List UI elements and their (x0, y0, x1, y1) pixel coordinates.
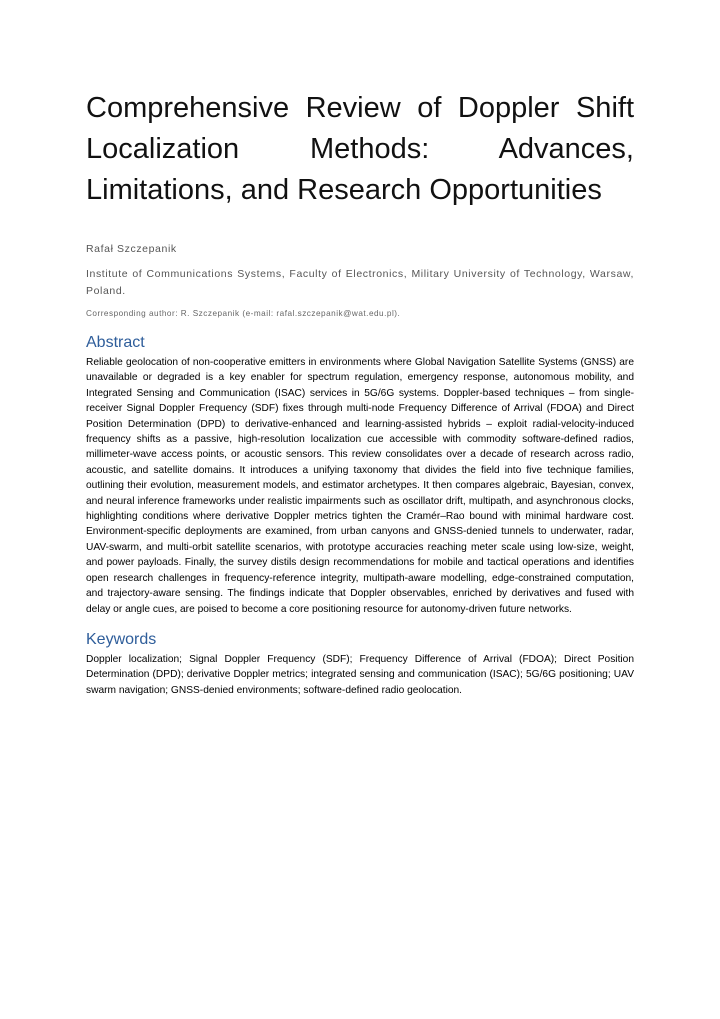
paper-title: Comprehensive Review of Doppler Shift Localization Methods: Advances, Limitations, and Research Opportunities (86, 92, 634, 206)
author-affiliation: Institute of Communications Systems, Faculty of Electronics, Military University of Technology, Warsaw, Poland. (86, 268, 634, 297)
paper-page (86, 88, 634, 698)
keywords-heading: Keywords (86, 630, 157, 648)
abstract-heading: Abstract (86, 334, 145, 351)
corresponding-author: Corresponding author: R. Szczepanik (e-mail: rafal.szczepanik@wat.edu.pl). (86, 309, 401, 318)
abstract-text: Reliable geolocation of non-cooperative emitters in environments where Global Navigation Satellite Systems (GNSS) are unavailable or degraded is a key enabler for spectrum regulation, emergency response, autonomous mobility, and Integrated Sensing and Communication (ISAC) services in 5G/6G systems. Doppler-based techniques – from single-receiver Signal Doppler Frequency (SDF) fixes through multi-node Frequency Difference of Arrival (FDOA) and Direct Position Determination (DPD) to derivative-enhanced and learning-assisted hybrids – exploit radial-velocity-induced frequency shifts as a passive, high-resolution localization cue accessible with commodity software-defined radios, millimeter-wave access points, or acoustic sensors. This review consolidates over a decade of research across radio, acoustic, and satellite domains. It introduces a unifying taxonomy that divides the field into five technique families, outlining their evolution, measurement models, and estimator archetypes. It then compares algebraic, Bayesian, convex, and neural inference frameworks under realistic impairments such as oscillator drift, multipath, and asynchronous clocks, highlighting conditions where derivative Doppler metrics tighten the Cramér–Rao bound with minimal hardware cost. Environment-specific deployments are examined, from urban canyons and GNSS-denied tunnels to underwater, radar, UAV-swarm, and multi-orbit satellite scenarios, with prototype accuracies reaching meter scale using low-size, weight, and power payloads. Finally, the survey distils design recommendations for mobile and tactical operations and identifies open research challenges in frequency-reference integrity, multipath-aware modelling, edge-constrained computation, and trajectory-aware sensing. The findings indicate that Doppler observables, enriched by derivatives and fused with delay or angle cues, are poised to become a core positioning resource for autonomy-driven future networks. (86, 357, 634, 615)
author-name: Rafał Szczepanik (86, 243, 177, 255)
keywords-text: Doppler localization; Signal Doppler Frequency (SDF); Frequency Difference of Arrival (FDOA); Direct Position Determination (DPD); derivative Doppler metrics; integrated sensing and communication (ISAC); 5G/6G positioning; UAV swarm navigation; GNSS-denied environments; software-defined radio geolocation. (86, 653, 634, 696)
